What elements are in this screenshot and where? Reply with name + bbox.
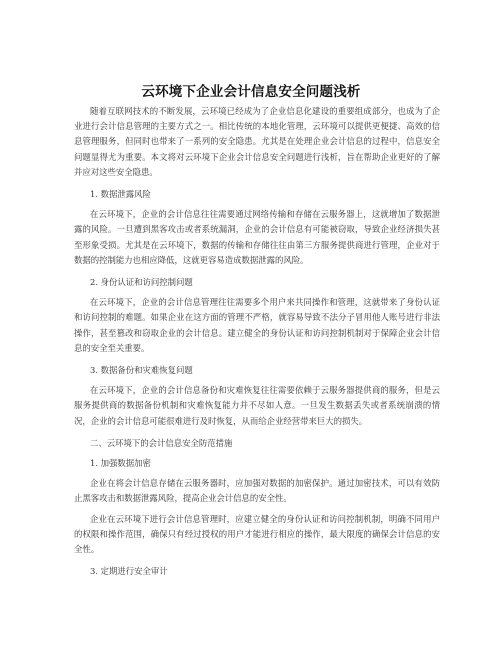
section-2-paragraph: 在云环境下，企业的会计信息管理往往需要多个用户来共同操作和管理，这就带来了身份认证和访问控制的难题。如果企业在这方面的管理不严格，就容易导致不法分子冒用他人账号进行非法操作，甚至篡改和窃取企业的会计信息。建立健全的身份认证和访问控制机制对于保障企业会计信息的安全至关重要。: [74, 297, 440, 353]
document-title: 云环境下企业会计信息安全问题浅析: [141, 84, 361, 100]
intro-paragraph: 随着互联网技术的不断发展，云环境已经成为了企业信息化建设的重要组成部分，也成为了企业进行会计信息管理的主要方式之一。相比传统的本地化管理，云环境可以提供更便捷、高效的信息管理服务，但同时也带来了一系列的安全隐患。尤其是在处理企业会计信息的过程中，信息安全问题显得尤为重要。本文将对云环境下企业会计信息安全问题进行浅析，旨在帮助企业更好的了解并应对这些安全隐患。: [74, 106, 440, 177]
part-2-heading: 二、云环境下的会计信息安全防范措施: [90, 437, 233, 448]
section-1-paragraph: 在云环境下，企业的会计信息往往需要通过网络传输和存储在云服务器上，这就增加了数据泄露的风险。一旦遭到黑客攻击或者系统漏洞，企业的会计信息有可能被窃取，导致企业经济损失甚至形象受损。尤其是在云环境下，数据的传输和存储往往由第三方服务提供商进行管理，企业对于数据的控制能力也相应降低，这就更容易造成数据泄露的风险。: [74, 209, 440, 265]
section-1-heading: 1. 数据泄露风险: [90, 189, 151, 200]
section-2-heading: 2. 身份认证和访问控制问题: [90, 277, 193, 288]
measure-1-paragraph: 企业在将会计信息存储在云服务器时，应加强对数据的加密保护。通过加密技术，可以有效防止黑客攻击和数据泄露风险，提高企业会计信息的安全性。: [74, 478, 440, 504]
measure-2-paragraph: 企业在云环境下进行会计信息管理时，应建立健全的身份认证和访问控制机制，明确不同用户的权限和操作范围，确保只有经过授权的用户才能进行相应的操作，最大限度的确保会计信息的安全性。: [74, 513, 440, 555]
measure-3-heading: 3. 定期进行安全审计: [90, 566, 168, 577]
document-body: [74, 104, 440, 579]
section-3-heading: 3. 数据备份和灾难恢复问题: [90, 365, 193, 376]
measure-1-heading: 1. 加强数据加密: [90, 458, 151, 469]
section-3-paragraph: 在云环境下，企业的会计信息备份和灾难恢复往往需要依赖于云服务器提供商的服务，但是云服务提供商的数据备份机制和灾难恢复能力并不尽如人意。一旦发生数据丢失或者系统崩溃的情况，企业的会计信息可能很难进行及时恢复，从而给企业经营带来巨大的损失。: [74, 385, 440, 426]
